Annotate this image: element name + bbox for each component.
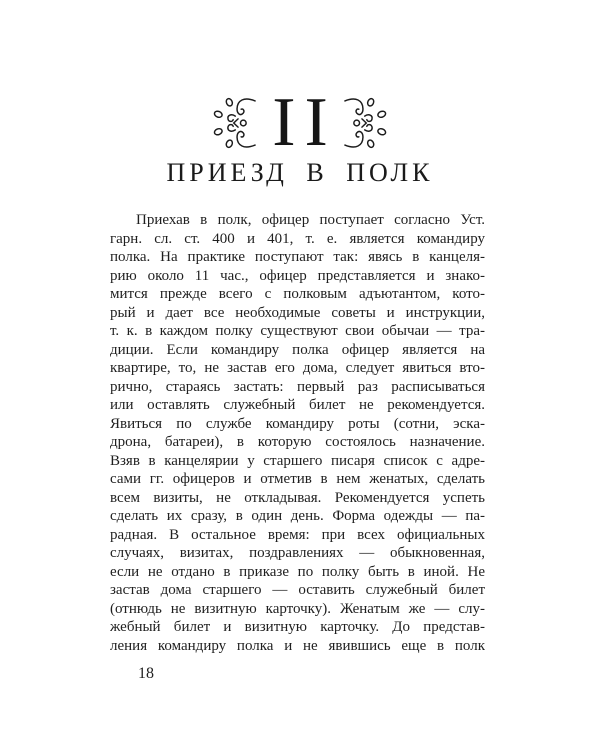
body-line: Явиться по службе командиру роты (сотни, эска- [110,415,485,432]
body-paragraph [110,211,485,655]
body-line: мится прежде всего с полковым адъютантом, кото- [110,286,485,302]
body-line: всем визиты, не откладывая. Рекомендуется успеть [110,489,485,506]
chapter-title: ПРИЕЗД В ПОЛК [166,158,434,187]
body-line: радная. В остальное время: при всех официальных [110,526,485,543]
floral-flourish-left-icon [210,94,256,152]
body-line: сами гг. офицеров и отметив в нем женатых, сделать [110,471,485,487]
body-line: т. к. в каждом полку существуют свои обычаи — тра- [110,323,485,339]
chapter-number: II [272,84,337,161]
body-line: гарн. сл. ст. 400 и 401, т. е. является командиру [110,230,485,247]
body-line: ления командиру полка и не явившись еще в полк [110,637,485,654]
body-line: (отнюдь не визитную карточку). Женатым же — слу- [110,600,485,617]
body-line: случаях, визитах, поздравлениях — обыкновенная, [110,545,485,561]
body-line: сделать их сразу, в один день. Форма одежды — па- [110,508,485,524]
page-number: 18 [138,665,154,682]
body-line: дрона, батареи), в которую состоялось назначение. [110,434,485,450]
body-line: квартире, то, не застав его дома, следует явиться вто- [110,360,485,376]
floral-flourish-right-icon [344,94,390,152]
body-line: если не отдано в приказе по полку быть в иной. Не [110,563,485,580]
body-line: рию около 11 час., офицер представляется и знако- [110,267,485,284]
body-line: полка. На практике поступают так: явясь в канцеля- [110,249,485,265]
body-line: жебный билет и визитную карточку. До представ- [110,619,485,635]
body-line: или оставлять служебный билет не рекомендуется. [110,397,485,413]
body-line: Приехав в полк, офицер поступает согласно Уст. [136,212,485,228]
body-line: Взяв в канцелярии у старшего писаря список с адре- [110,452,485,469]
body-line: рый и дает все необходимые советы и инструкции, [110,304,485,321]
body-line: диции. Если командиру полка офицер является на [110,341,485,358]
body-line: застав дома старшего — оставить служебный билет [110,582,485,598]
chapter-header [0,84,600,161]
body-line: рично, стараясь застать: первый раз расписываться [110,378,485,395]
